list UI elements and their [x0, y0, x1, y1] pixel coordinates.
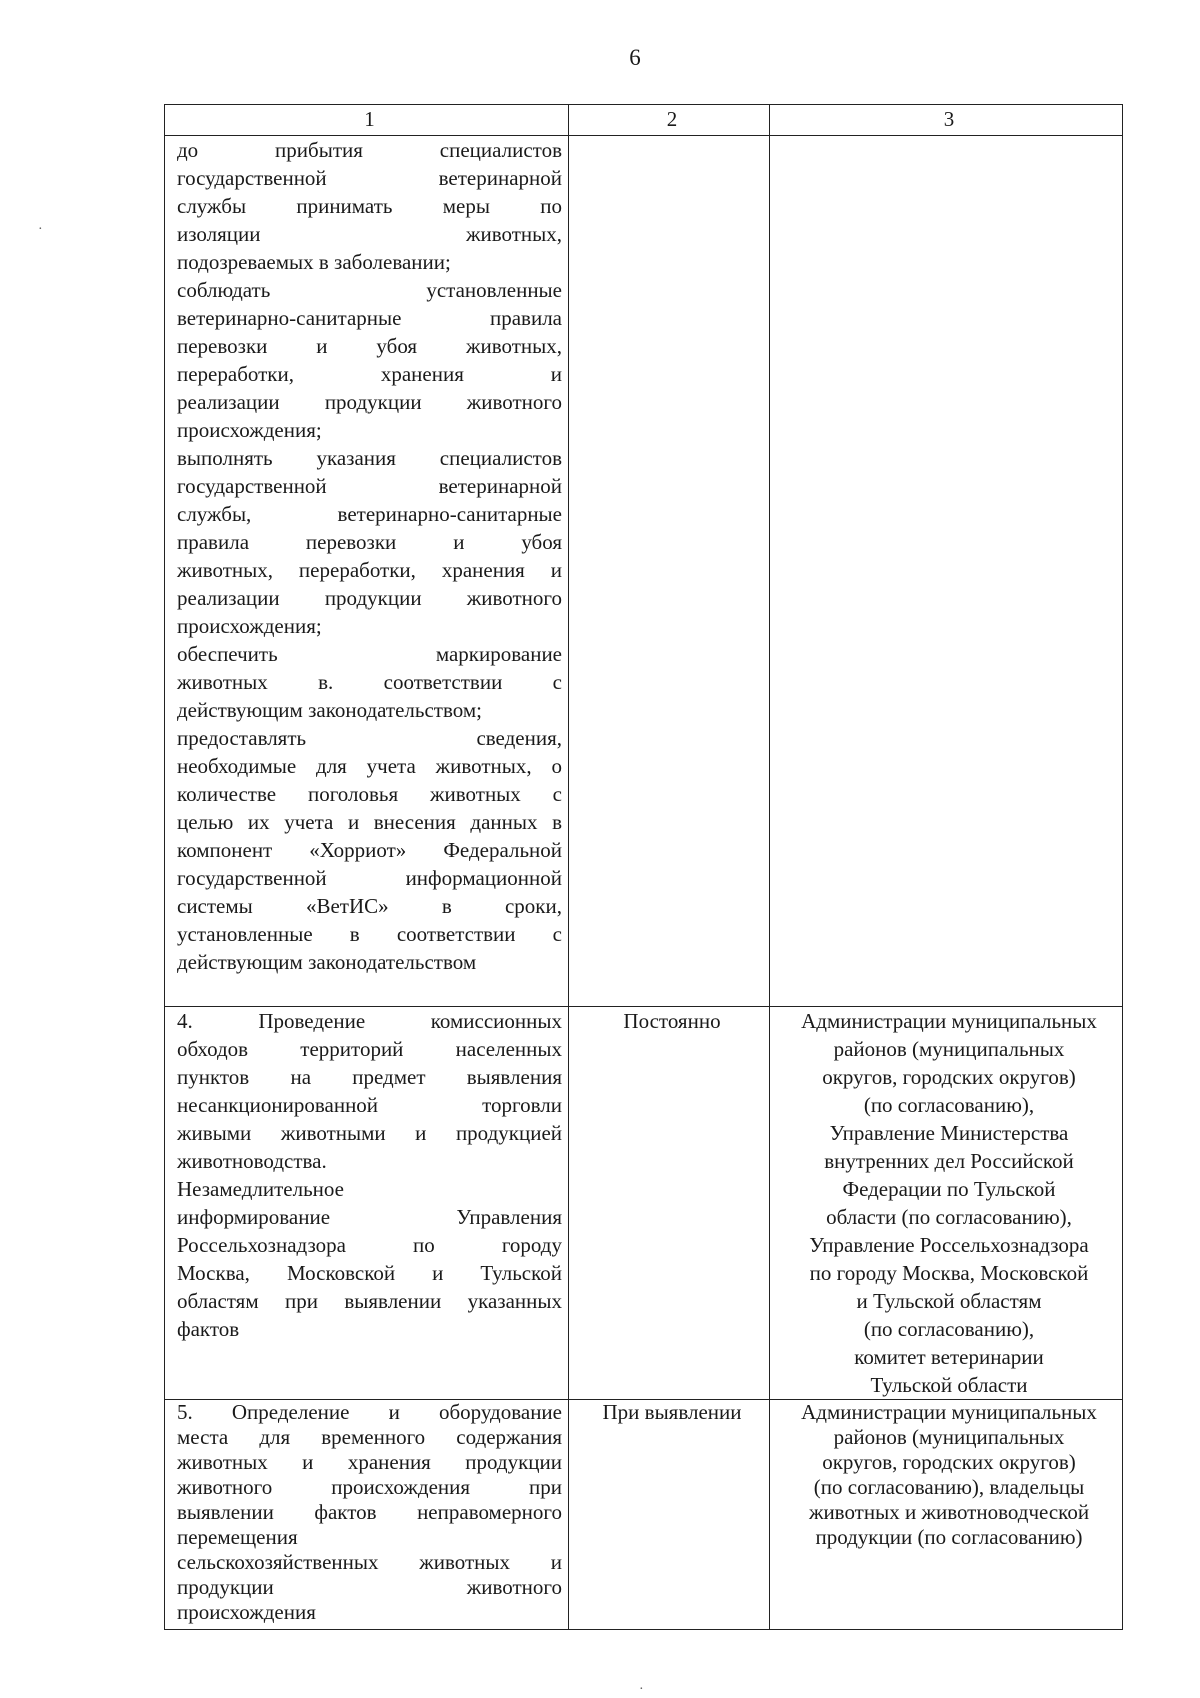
- cell-text-line: действующим законодательством;: [177, 698, 482, 722]
- cell-text-line: установленные в соответствии с: [177, 922, 562, 946]
- cell-text-line: и Тульской областям: [856, 1289, 1042, 1313]
- cell-text-line: количестве поголовья животных с: [177, 782, 562, 806]
- cell-text-line: округов, городских округов): [822, 1065, 1076, 1089]
- table-cell-col1: [165, 1400, 569, 1630]
- cell-text-line: выполнять указания специалистов: [177, 446, 562, 470]
- cell-text-line: продукции животного: [177, 1575, 562, 1599]
- cell-text-line: Россельхознадзора по городу: [177, 1233, 562, 1257]
- header-col-3: 3: [770, 105, 1123, 136]
- cell-text-line: происхождения;: [177, 418, 322, 442]
- cell-text-line: Незамедлительное: [177, 1177, 344, 1201]
- cell-text-line: государственной ветеринарной: [177, 166, 562, 190]
- cell-text-line: места для временного содержания: [177, 1425, 562, 1449]
- cell-text-line: обходов территорий населенных: [177, 1037, 562, 1061]
- table-header-row: [165, 105, 1123, 136]
- cell-text-line: соблюдать установленные: [177, 278, 562, 302]
- table-row: [165, 1007, 1123, 1400]
- cell-text-line: области (по согласованию),: [826, 1205, 1072, 1229]
- scan-dot: ·: [639, 1682, 644, 1697]
- table-row: [165, 1400, 1123, 1630]
- cell-text-line: (по согласованию),: [863, 1093, 1035, 1117]
- table-cell-col3: [770, 1400, 1123, 1630]
- cell-text-line: службы принимать меры по: [177, 194, 562, 218]
- cell-text-line: животных, переработки, хранения и: [177, 558, 562, 582]
- cell-text-line: несанкционированной торговли: [177, 1093, 562, 1117]
- header-col-2: 2: [569, 105, 770, 136]
- cell-text-line: районов (муниципальных: [833, 1037, 1065, 1061]
- cell-text-line: (по согласованию),: [863, 1317, 1035, 1341]
- cell-text-line: обеспечить маркирование: [177, 642, 562, 666]
- header-col-1: 1: [165, 105, 569, 136]
- measures-table: [164, 104, 1123, 1630]
- cell-text-line: сельскохозяйственных животных и: [177, 1550, 562, 1574]
- page-number: 6: [629, 45, 641, 70]
- cell-text-line: целью их учета и внесения данных в: [177, 810, 562, 834]
- cell-text-line: животного происхождения при: [177, 1475, 562, 1499]
- cell-text-line: ветеринарно-санитарные правила: [177, 306, 562, 330]
- cell-text-line: государственной информационной: [177, 866, 562, 890]
- cell-text-line: живыми животными и продукцией: [177, 1121, 562, 1145]
- cell-text-line: Федерации по Тульской: [842, 1177, 1056, 1201]
- cell-text-line: животных и животноводческой: [808, 1500, 1090, 1524]
- table-cell-col2: [569, 136, 770, 1007]
- cell-text-line: информирование Управления: [177, 1205, 562, 1229]
- cell-text-line: 5. Определение и оборудование: [177, 1400, 562, 1424]
- cell-text-line: Администрации муниципальных: [801, 1009, 1097, 1033]
- cell-text-line: Управление Министерства: [829, 1121, 1069, 1145]
- cell-text-line: Москва, Московской и Тульской: [177, 1261, 562, 1285]
- cell-text-line: изоляции животных,: [177, 222, 562, 246]
- cell-text-line: Тульской области: [870, 1373, 1028, 1397]
- cell-text-line: перемещения: [177, 1525, 298, 1549]
- cell-text-line: правила перевозки и убоя: [177, 530, 562, 554]
- cell-text-line: компонент «Хорриот» Федеральной: [177, 838, 562, 862]
- table-cell-col2: [569, 1007, 770, 1400]
- cell-text-line: выявлении фактов неправомерного: [177, 1500, 562, 1524]
- cell-text-line: до прибытия специалистов: [177, 138, 562, 162]
- cell-text-line: реализации продукции животного: [177, 390, 562, 414]
- table-cell-col1: [165, 136, 569, 1007]
- cell-text-line: подозреваемых в заболевании;: [177, 250, 451, 274]
- cell-text-line: животных в. соответствии с: [177, 670, 562, 694]
- cell-text-line: происхождения;: [177, 614, 322, 638]
- cell-text-line: перевозки и убоя животных,: [177, 334, 562, 358]
- cell-text-line: Постоянно: [623, 1009, 721, 1033]
- cell-text-line: по городу Москва, Московской: [809, 1261, 1089, 1285]
- cell-text-line: государственной ветеринарной: [177, 474, 562, 498]
- cell-text-line: комитет ветеринарии: [854, 1345, 1044, 1369]
- cell-text-line: районов (муниципальных: [833, 1425, 1065, 1449]
- cell-text-line: переработки, хранения и: [177, 362, 562, 386]
- cell-text-line: округов, городских округов): [822, 1450, 1076, 1474]
- cell-text-line: службы, ветеринарно-санитарные: [177, 502, 562, 526]
- cell-text-line: действующим законодательством: [177, 950, 477, 974]
- cell-text-line: животноводства.: [177, 1149, 327, 1173]
- cell-text-line: фактов: [177, 1317, 240, 1341]
- cell-text-line: системы «ВетИС» в сроки,: [177, 894, 562, 918]
- cell-text-line: внутренних дел Российской: [824, 1149, 1074, 1173]
- cell-text-line: Управление Россельхознадзора: [809, 1233, 1089, 1257]
- cell-text-line: происхождения: [177, 1600, 316, 1624]
- cell-text-line: животных и хранения продукции: [177, 1450, 562, 1474]
- scan-dot: ·: [38, 222, 43, 237]
- table-cell-col3: [770, 1007, 1123, 1400]
- cell-text-line: реализации продукции животного: [177, 586, 562, 610]
- table-cell-col2: [569, 1400, 770, 1630]
- table-cell-col3: [770, 136, 1123, 1007]
- cell-text-line: необходимые для учета животных, о: [177, 754, 562, 778]
- cell-text-line: предоставлять сведения,: [177, 726, 562, 750]
- cell-text-line: 4. Проведение комиссионных: [177, 1009, 562, 1033]
- table-cell-col1: [165, 1007, 569, 1400]
- cell-text-line: областям при выявлении указанных: [177, 1289, 562, 1313]
- cell-text-line: Администрации муниципальных: [801, 1400, 1097, 1424]
- cell-text-line: пунктов на предмет выявления: [177, 1065, 562, 1089]
- cell-text-line: (по согласованию), владельцы: [813, 1475, 1085, 1499]
- cell-text-line: продукции (по согласованию): [815, 1525, 1083, 1549]
- table-row: [165, 136, 1123, 1007]
- cell-text-line: При выявлении: [602, 1400, 742, 1424]
